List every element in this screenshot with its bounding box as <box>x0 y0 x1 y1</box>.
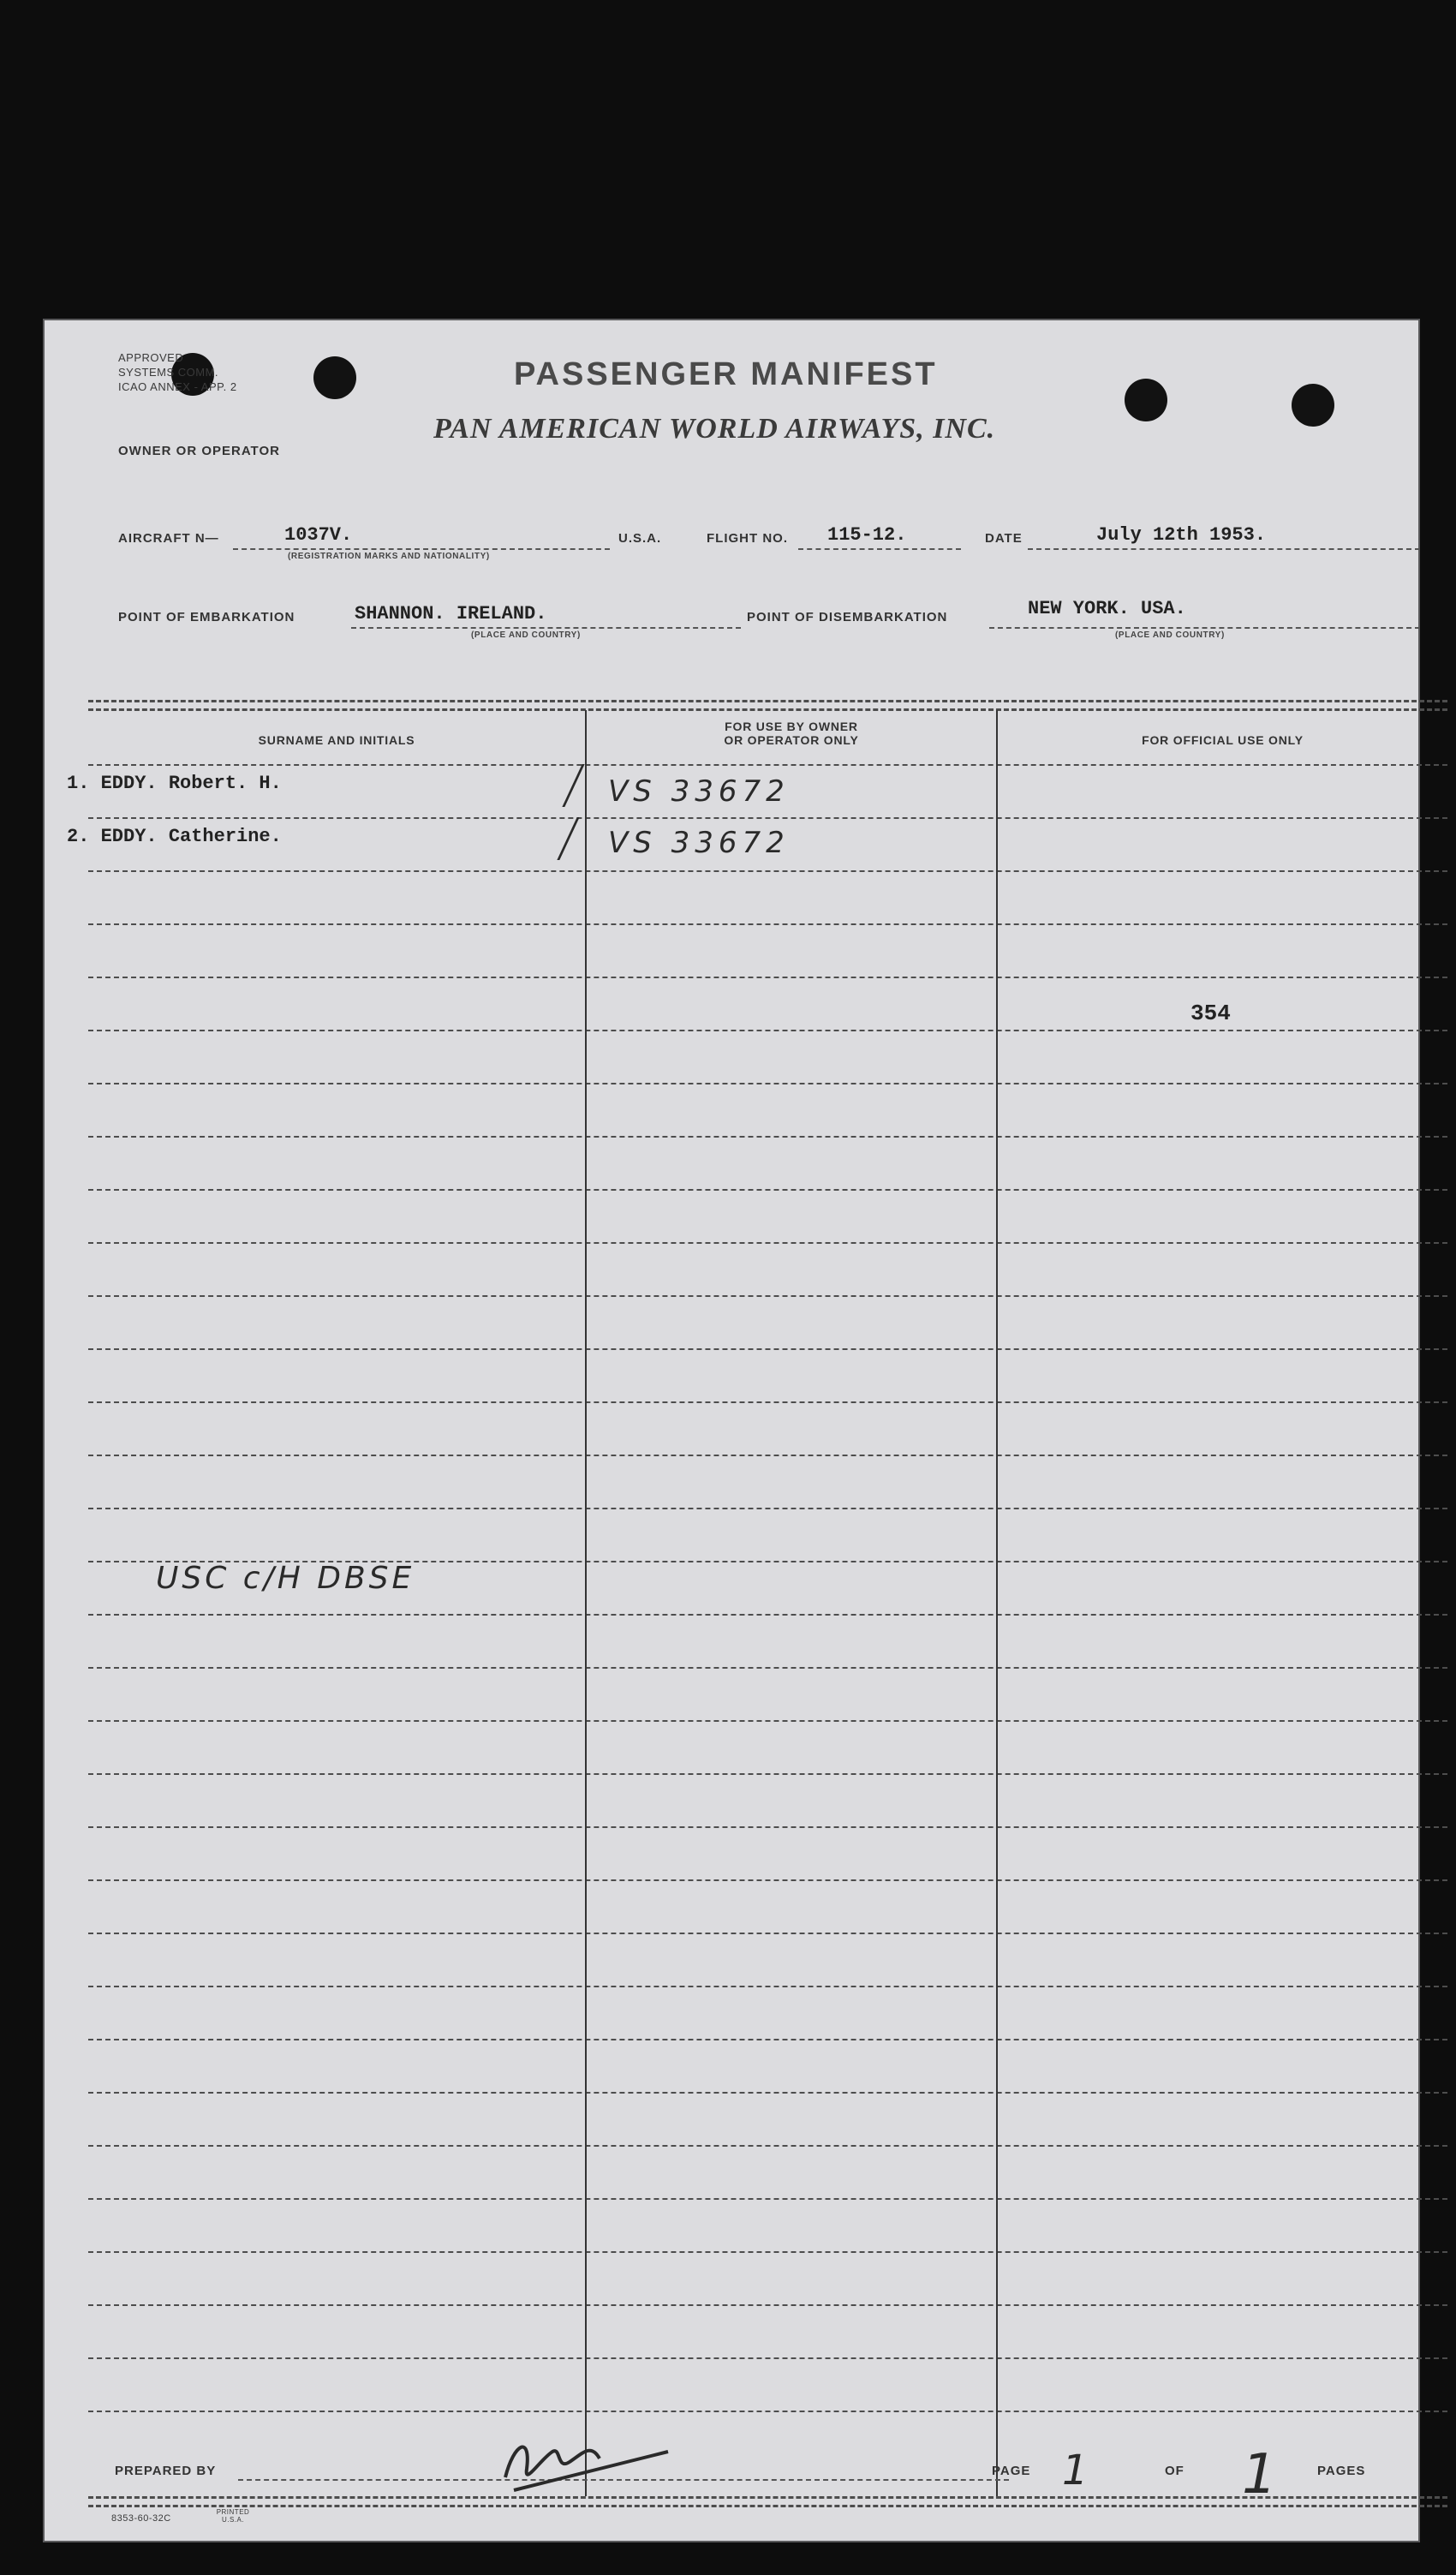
flight-date: July 12th 1953. <box>1096 524 1267 546</box>
usa-label: U.S.A. <box>618 531 662 546</box>
table-row-line <box>88 870 1447 872</box>
column-divider <box>585 710 587 2496</box>
table-row-line <box>88 1986 1447 1987</box>
table-row-line <box>88 1879 1447 1881</box>
owner-ref-1: VS 33672 <box>608 774 790 809</box>
disembarkation-place: NEW YORK. USA. <box>1028 598 1186 619</box>
table-row-line <box>88 1826 1447 1828</box>
punch-hole <box>1292 384 1334 427</box>
printed-stamp: PRINTED U.S.A. <box>216 2508 250 2524</box>
form-title: PASSENGER MANIFEST <box>514 356 938 392</box>
table-top-rule <box>88 700 1447 702</box>
owner-operator-label: OWNER OR OPERATOR <box>118 444 280 458</box>
table-row-line <box>88 2251 1447 2253</box>
table-row-line <box>88 2304 1447 2306</box>
aircraft-sub-label: (REGISTRATION MARKS AND NATIONALITY) <box>288 552 490 561</box>
table-row-line <box>88 2411 1447 2412</box>
col-owner-header-line2: OR OPERATOR ONLY <box>724 733 859 747</box>
passenger-name-1: 1. EDDY. Robert. H. <box>67 773 282 794</box>
table-row-line <box>88 1933 1447 1934</box>
embarkation-label: POINT OF EMBARKATION <box>118 610 295 624</box>
date-label: DATE <box>985 531 1023 546</box>
table-row-line <box>88 1189 1447 1191</box>
flight-no-label: FLIGHT NO. <box>707 531 788 546</box>
flight-number: 115-12. <box>827 524 907 546</box>
table-row-line <box>88 817 1447 819</box>
punch-hole <box>1125 379 1167 421</box>
table-row-line <box>88 1667 1447 1669</box>
pages-label: PAGES <box>1317 2464 1366 2478</box>
embarkation-place: SHANNON. IRELAND. <box>355 603 547 624</box>
col-surname-header: SURNAME AND INITIALS <box>258 733 415 747</box>
table-row-line <box>88 1508 1447 1509</box>
table-row-line <box>88 1614 1447 1616</box>
passenger-name-2: 2. EDDY. Catherine. <box>67 826 282 847</box>
table-top-rule <box>88 708 1447 711</box>
table-row-line <box>88 2039 1447 2040</box>
official-number: 354 <box>1190 1001 1231 1026</box>
approval-line-1: APPROVED <box>118 351 184 364</box>
table-row-line <box>88 1455 1447 1456</box>
carrier-name: PAN AMERICAN WORLD AIRWAYS, INC. <box>433 413 996 445</box>
owner-ref-2: VS 33672 <box>608 826 790 860</box>
manifest-sheet <box>43 319 1420 2542</box>
form-code: 8353-60-32C <box>111 2513 171 2524</box>
disembarkation-sub-label: (PLACE AND COUNTRY) <box>1115 630 1225 640</box>
table-row-line <box>88 1348 1447 1350</box>
col-owner-header-line1: FOR USE BY OWNER <box>725 720 858 733</box>
of-label: OF <box>1165 2464 1184 2478</box>
table-row-line <box>88 1030 1447 1031</box>
aircraft-label: AIRCRAFT N— <box>118 531 219 546</box>
aircraft-registration: 1037V. <box>284 524 353 546</box>
column-divider <box>996 710 998 2496</box>
signature-mark <box>480 2409 677 2503</box>
prepared-by-label: PREPARED BY <box>115 2464 217 2478</box>
disembarkation-label: POINT OF DISEMBARKATION <box>747 610 948 624</box>
table-row-line <box>88 923 1447 925</box>
approval-line-3: ICAO ANNEX - APP. 2 <box>118 380 237 393</box>
embarkation-sub-label: (PLACE AND COUNTRY) <box>471 630 581 640</box>
page-number: 1 <box>1062 2447 1089 2494</box>
table-row-line <box>88 764 1447 766</box>
table-row-line <box>88 1242 1447 1244</box>
handwritten-note: USC c/H DBSE <box>156 1561 415 1596</box>
table-row-line <box>88 2145 1447 2147</box>
table-row-line <box>88 1295 1447 1297</box>
table-row-line <box>88 2357 1447 2359</box>
table-row-line <box>88 1720 1447 1722</box>
table-row-line <box>88 1083 1447 1084</box>
check-slash <box>557 817 613 860</box>
table-row-line <box>88 2198 1447 2200</box>
table-row-line <box>88 977 1447 978</box>
page-label: PAGE <box>992 2464 1031 2478</box>
approval-line-2: SYSTEMS COMM. <box>118 366 219 379</box>
col-official-header: FOR OFFICIAL USE ONLY <box>1142 733 1304 747</box>
table-row-line <box>88 1773 1447 1775</box>
table-row-line <box>88 1401 1447 1403</box>
punch-hole <box>313 356 356 399</box>
total-pages: 1 <box>1242 2443 1277 2506</box>
table-row-line <box>88 1136 1447 1138</box>
table-row-line <box>88 2092 1447 2094</box>
